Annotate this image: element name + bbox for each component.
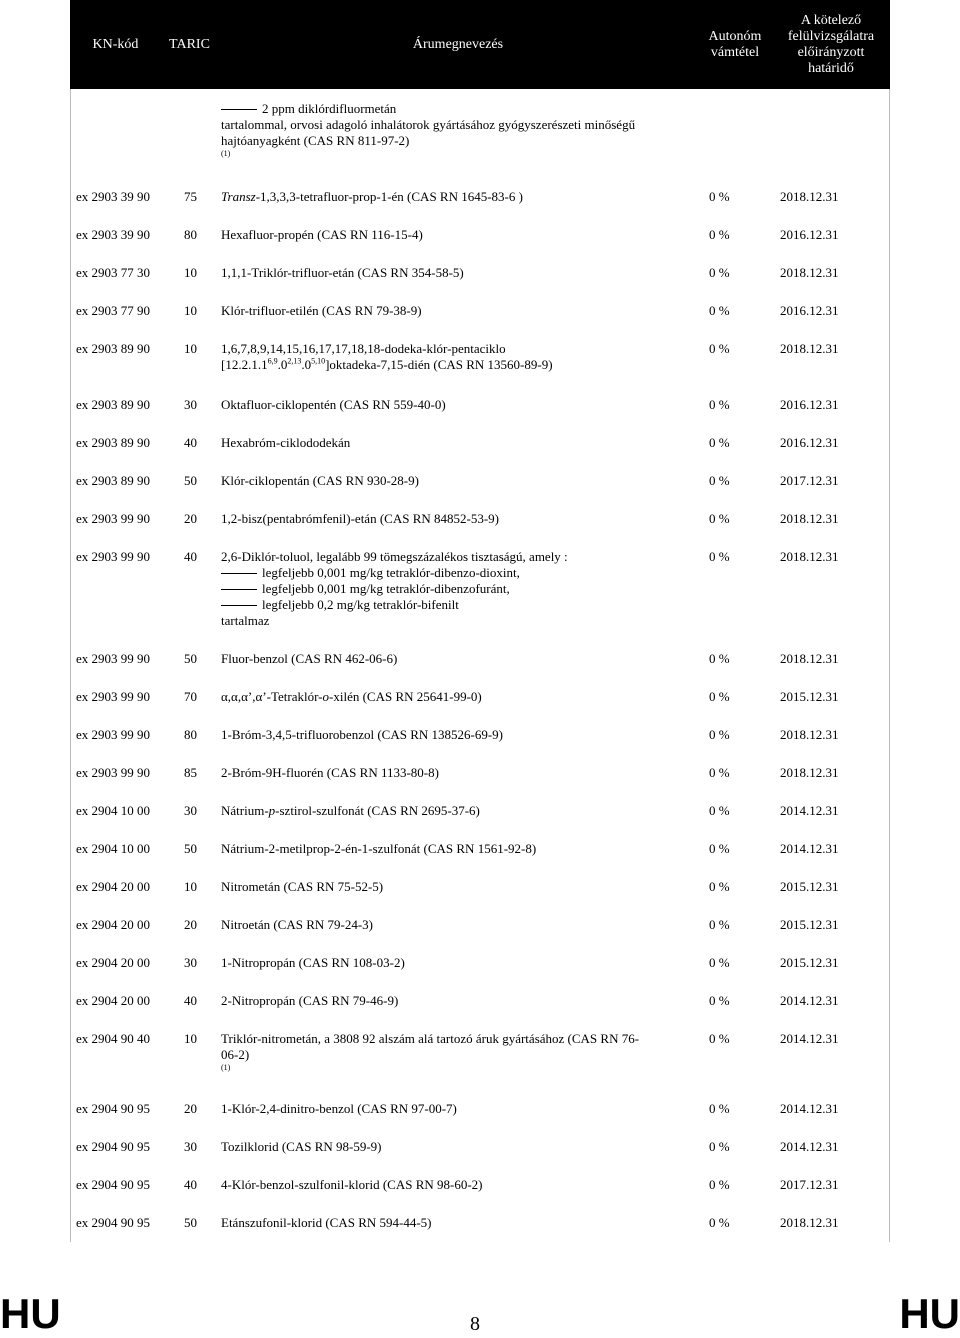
description-italic: p (268, 803, 276, 818)
duty-rate: 0 % (709, 397, 730, 412)
description-text: 1-Klór-2,4-dinitro-benzol (CAS RN 97-00-7) (221, 1101, 457, 1116)
kn-code: ex 2903 39 90 (76, 227, 151, 242)
duty-rate: 0 % (709, 993, 730, 1008)
kn-code: ex 2904 10 00 (76, 841, 151, 856)
table-right-border (889, 0, 890, 1242)
header-date-line3: előirányzott (797, 44, 865, 60)
kn-code: ex 2904 20 00 (76, 993, 151, 1008)
description-text-end: -xilén (CAS RN 25641-99-0) (329, 689, 482, 704)
description-text: Klór-trifluor-etilén (CAS RN 79-38-9) (221, 303, 422, 318)
description-text: α,α,α’,α’-Tetraklór- (221, 689, 323, 704)
description (221, 1215, 701, 1231)
dash-mark (221, 573, 257, 574)
table-header (70, 0, 890, 89)
formula-part: .0 (277, 357, 288, 372)
duty-rate: 0 % (709, 1139, 730, 1154)
intro-line1: 2 ppm diklórdifluormetán (221, 101, 701, 117)
kn-code: ex 2903 99 90 (76, 689, 151, 704)
dash-mark (221, 605, 257, 606)
description (221, 397, 701, 413)
formula-part: .0 (301, 357, 312, 372)
taric-code: 10 (184, 265, 197, 280)
description-italic: Transz (221, 189, 256, 204)
header-rate-line1: Autonóm (708, 28, 762, 44)
duty-rate: 0 % (709, 879, 730, 894)
review-date: 2018.12.31 (780, 727, 839, 742)
description-text: Hexabróm-ciklododekán (221, 435, 351, 450)
duty-rate: 0 % (709, 435, 730, 450)
language-code-right: HU (899, 1290, 960, 1337)
table-left-border (70, 0, 71, 1242)
description-text: 1,1,1-Triklór-trifluor-etán (CAS RN 354-58-5) (221, 265, 464, 280)
duty-rate: 0 % (709, 689, 730, 704)
kn-code: ex 2903 99 90 (76, 651, 151, 666)
duty-rate: 0 % (709, 227, 730, 242)
kn-code: ex 2903 99 90 (76, 727, 151, 742)
taric-code: 70 (184, 689, 197, 704)
duty-rate: 0 % (709, 651, 730, 666)
taric-code: 20 (184, 511, 197, 526)
review-date: 2015.12.31 (780, 955, 839, 970)
description-text: 1-Bróm-3,4,5-trifluorobenzol (CAS RN 138526-69-9) (221, 727, 503, 742)
duty-rate: 0 % (709, 1215, 730, 1230)
page-number: 8 (470, 1313, 480, 1335)
review-date: 2018.12.31 (780, 341, 839, 356)
intro-line3: hajtóanyagként (CAS RN 811-97-2) (221, 133, 410, 148)
kn-code: ex 2904 20 00 (76, 879, 151, 894)
description (221, 227, 701, 243)
kn-code: ex 2904 20 00 (76, 917, 151, 932)
kn-code: ex 2904 90 40 (76, 1031, 151, 1046)
dash-list-item (221, 581, 701, 597)
description-text: -1,3,3,3-tetrafluor-prop-1-én (CAS RN 1645-83-6 ) (255, 189, 523, 204)
duty-rate: 0 % (709, 511, 730, 526)
kn-code: ex 2904 90 95 (76, 1215, 151, 1230)
dash-list-item (221, 565, 701, 581)
taric-code: 80 (184, 227, 197, 242)
description-text: Nátrium- (221, 803, 269, 818)
intro-footnote: (1) (221, 149, 231, 158)
review-date: 2018.12.31 (780, 765, 839, 780)
description-line-last: tartalmaz (221, 613, 270, 628)
description-text: Klór-ciklopentán (CAS RN 930-28-9) (221, 473, 419, 488)
taric-code: 30 (184, 397, 197, 412)
header-description: Árumegnevezés (412, 36, 504, 52)
formula-part: ]oktadeka-7,15-dién (CAS RN 13560-89-9) (325, 357, 553, 372)
dash-text: legfeljebb 0,001 mg/kg tetraklór-dibenzofuránt, (262, 581, 510, 596)
taric-code: 40 (184, 993, 197, 1008)
taric-code: 50 (184, 1215, 197, 1230)
description (221, 189, 701, 205)
taric-code: 50 (184, 473, 197, 488)
kn-code: ex 2903 77 30 (76, 265, 151, 280)
duty-rate: 0 % (709, 303, 730, 318)
kn-code: ex 2903 99 90 (76, 549, 151, 564)
header-rate-line2: vámtétel (710, 44, 760, 60)
description (221, 689, 701, 705)
description-text: 1-Nitropropán (CAS RN 108-03-2) (221, 955, 405, 970)
duty-rate: 0 % (709, 803, 730, 818)
header-date-line2: felülvizsgálatra (787, 28, 875, 44)
description-text: Nitroetán (CAS RN 79-24-3) (221, 917, 374, 932)
description-italic: o (322, 689, 330, 704)
kn-code: ex 2903 89 90 (76, 397, 151, 412)
header-date-line4: határidő (808, 60, 854, 76)
duty-rate: 0 % (709, 727, 730, 742)
header-taric: TARIC (169, 36, 210, 52)
review-date: 2018.12.31 (780, 651, 839, 666)
header-rate (698, 0, 772, 89)
description (221, 955, 701, 971)
kn-code: ex 2903 99 90 (76, 765, 151, 780)
description-text: Nitrometán (CAS RN 75-52-5) (221, 879, 384, 894)
taric-code: 75 (184, 189, 197, 204)
review-date: 2016.12.31 (780, 227, 839, 242)
taric-code: 85 (184, 765, 197, 780)
header-date (772, 0, 890, 89)
taric-code: 50 (184, 841, 197, 856)
kn-code: ex 2903 39 90 (76, 189, 151, 204)
kn-code: ex 2903 77 90 (76, 303, 151, 318)
description-text: 1,2-bisz(pentabrómfenil)-etán (CAS RN 84852-53-9) (221, 511, 499, 526)
kn-code: ex 2904 90 95 (76, 1139, 151, 1154)
description (221, 1139, 701, 1155)
description-line1: 1,6,7,8,9,14,15,16,17,17,18,18-dodeka-klór-pentaciklo (221, 341, 506, 356)
review-date: 2018.12.31 (780, 1215, 839, 1230)
taric-code: 40 (184, 549, 197, 564)
description-text: Nátrium-2-metilprop-2-én-1-szulfonát (CAS RN 1561-92-8) (221, 841, 537, 856)
review-date: 2015.12.31 (780, 689, 839, 704)
description-text: 4-Klór-benzol-szulfonil-klorid (CAS RN 98-60-2) (221, 1177, 483, 1192)
description-text: 2-Nitropropán (CAS RN 79-46-9) (221, 993, 399, 1008)
description (221, 549, 701, 629)
taric-code: 20 (184, 1101, 197, 1116)
formula-sup: 5,10 (311, 356, 326, 366)
review-date: 2017.12.31 (780, 473, 839, 488)
duty-rate: 0 % (709, 1177, 730, 1192)
review-date: 2014.12.31 (780, 1139, 839, 1154)
description-line2 (221, 357, 701, 373)
taric-code: 10 (184, 879, 197, 894)
kn-code: ex 2903 99 90 (76, 511, 151, 526)
review-date: 2014.12.31 (780, 1101, 839, 1116)
description (221, 993, 701, 1009)
duty-rate: 0 % (709, 841, 730, 856)
review-date: 2015.12.31 (780, 917, 839, 932)
description (221, 1177, 701, 1193)
description-text: Tozilklorid (CAS RN 98-59-9) (221, 1139, 382, 1154)
header-kn: KN-kód (92, 36, 139, 52)
dash-text: legfeljebb 0,001 mg/kg tetraklór-dibenzo-dioxint, (262, 565, 520, 580)
kn-code: ex 2903 89 90 (76, 435, 151, 450)
review-date: 2014.12.31 (780, 841, 839, 856)
duty-rate: 0 % (709, 1101, 730, 1116)
description-text: Etánszufonil-klorid (CAS RN 594-44-5) (221, 1215, 432, 1230)
description-line1: Triklór-nitrometán, a 3808 92 alszám alá tartozó áruk gyártásához (CAS RN 76- (221, 1031, 640, 1046)
review-date: 2018.12.31 (780, 511, 839, 526)
footnote-ref: (1) (221, 1063, 231, 1072)
description (221, 265, 701, 281)
taric-code: 10 (184, 1031, 197, 1046)
dash-mark (221, 589, 257, 590)
description (221, 803, 701, 819)
review-date: 2018.12.31 (780, 189, 839, 204)
taric-code: 40 (184, 435, 197, 450)
kn-code: ex 2903 89 90 (76, 341, 151, 356)
kn-code: ex 2904 90 95 (76, 1177, 151, 1192)
review-date: 2014.12.31 (780, 803, 839, 818)
description (221, 841, 701, 857)
dash-mark (221, 109, 257, 110)
description-line2: 06-2) (221, 1047, 250, 1062)
description (221, 473, 701, 489)
description (221, 303, 701, 319)
review-date: 2018.12.31 (780, 549, 839, 564)
description (221, 727, 701, 743)
taric-code: 80 (184, 727, 197, 742)
taric-code: 10 (184, 303, 197, 318)
review-date: 2016.12.31 (780, 303, 839, 318)
description-text: Hexafluor-propén (CAS RN 116-15-4) (221, 227, 423, 242)
taric-code: 10 (184, 341, 197, 356)
language-code-left: HU (0, 1290, 61, 1337)
duty-rate: 0 % (709, 917, 730, 932)
kn-code: ex 2904 90 95 (76, 1101, 151, 1116)
duty-rate: 0 % (709, 473, 730, 488)
review-date: 2014.12.31 (780, 1031, 839, 1046)
header-date-line1: A kötelező (800, 12, 862, 28)
taric-code: 40 (184, 1177, 197, 1192)
duty-rate: 0 % (709, 765, 730, 780)
description-text: 2-Bróm-9H-fluorén (CAS RN 1133-80-8) (221, 765, 439, 780)
intro-line2: tartalommal, orvosi adagoló inhalátorok gyártásához gyógyszerészeti minőségű (221, 117, 636, 132)
review-date: 2018.12.31 (780, 265, 839, 280)
taric-code: 50 (184, 651, 197, 666)
description (221, 917, 701, 933)
taric-code: 30 (184, 955, 197, 970)
description-text: Oktafluor-ciklopentén (CAS RN 559-40-0) (221, 397, 446, 412)
taric-code: 20 (184, 917, 197, 932)
description (221, 341, 701, 373)
duty-rate: 0 % (709, 265, 730, 280)
dash-text: legfeljebb 0,2 mg/kg tetraklór-bifenilt (262, 597, 459, 612)
description-text: Fluor-benzol (CAS RN 462-06-6) (221, 651, 398, 666)
duty-rate: 0 % (709, 1031, 730, 1046)
description (221, 879, 701, 895)
description-text-end: -sztirol-szulfonát (CAS RN 2695-37-6) (275, 803, 480, 818)
description (221, 651, 701, 667)
formula-part: [12.2.1.1 (221, 357, 268, 372)
formula-sup: 2,13 (287, 356, 302, 366)
kn-code: ex 2903 89 90 (76, 473, 151, 488)
description (221, 1031, 701, 1073)
kn-code: ex 2904 20 00 (76, 955, 151, 970)
description (221, 435, 701, 451)
intro-text (221, 101, 701, 159)
review-date: 2017.12.31 (780, 1177, 839, 1192)
description-line1: 2,6-Diklór-toluol, legalább 99 tömegszázalékos tisztaságú, amely : (221, 549, 568, 564)
review-date: 2015.12.31 (780, 879, 839, 894)
duty-rate: 0 % (709, 341, 730, 356)
taric-code: 30 (184, 803, 197, 818)
description (221, 511, 701, 527)
kn-code: ex 2904 10 00 (76, 803, 151, 818)
review-date: 2016.12.31 (780, 397, 839, 412)
duty-rate: 0 % (709, 549, 730, 564)
description (221, 765, 701, 781)
formula-sup: 6,9 (267, 356, 278, 366)
duty-rate: 0 % (709, 955, 730, 970)
description (221, 1101, 701, 1117)
taric-code: 30 (184, 1139, 197, 1154)
dash-list-item (221, 597, 701, 613)
review-date: 2016.12.31 (780, 435, 839, 450)
review-date: 2014.12.31 (780, 993, 839, 1008)
duty-rate: 0 % (709, 189, 730, 204)
